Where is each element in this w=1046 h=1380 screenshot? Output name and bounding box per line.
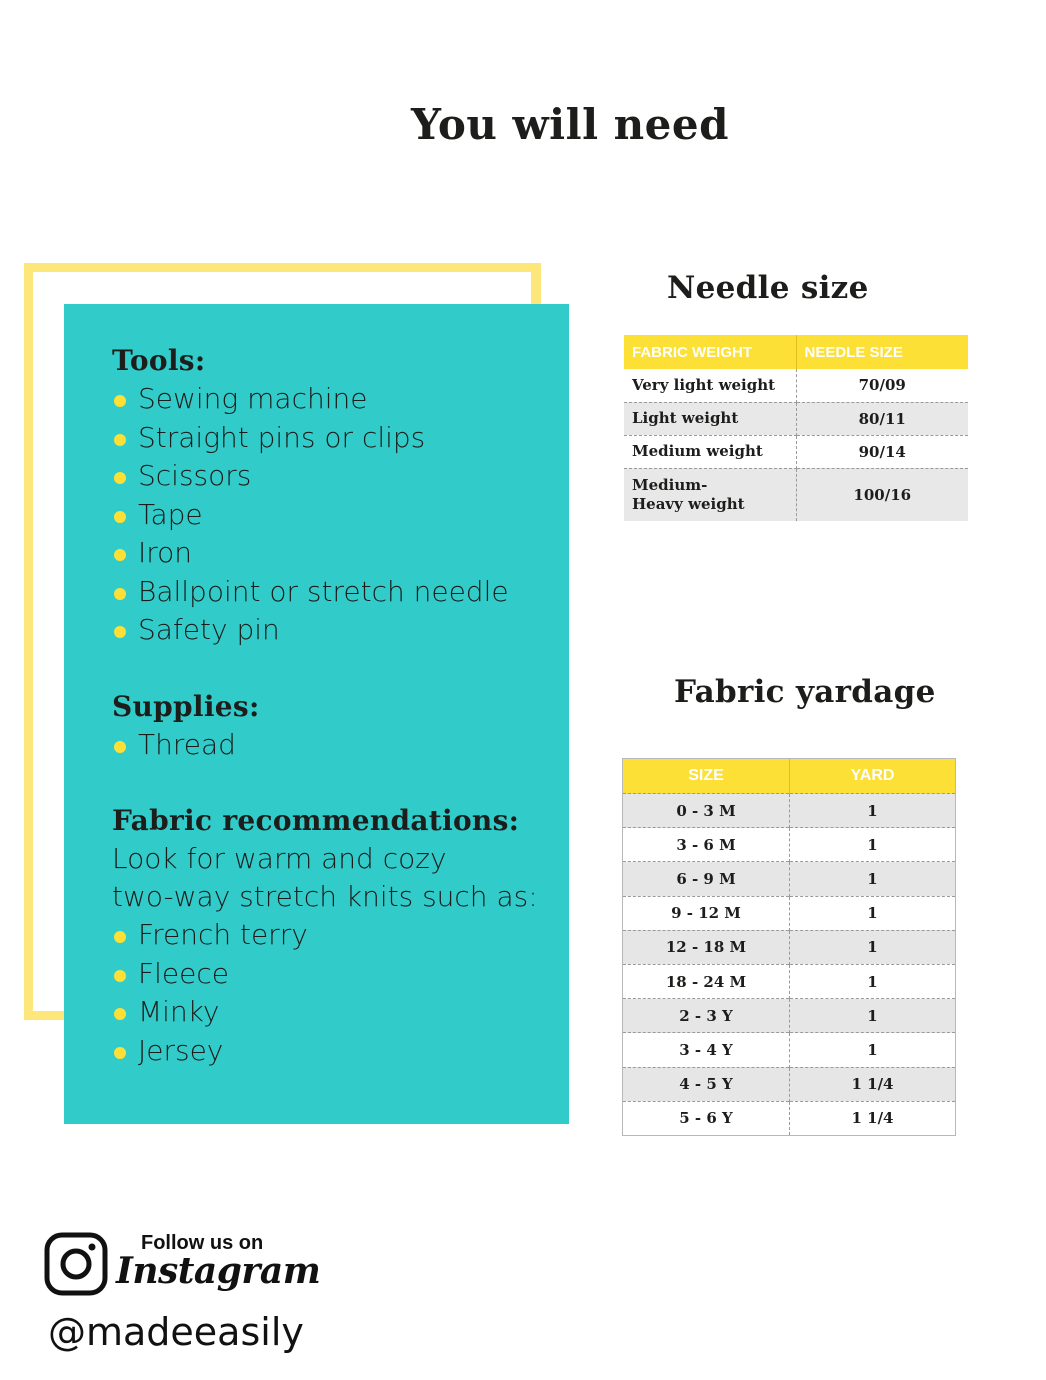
table-row <box>623 896 956 930</box>
bullet-icon <box>114 472 126 484</box>
table-cell: 12 - 18 M <box>623 930 790 964</box>
table-cell: Light weight <box>624 402 796 435</box>
table-cell: 4 - 5 Y <box>623 1067 790 1101</box>
list-item: Iron <box>112 534 569 573</box>
table-row <box>623 1067 956 1101</box>
table-row <box>624 435 968 468</box>
cell-line: Heavy weight <box>632 494 745 513</box>
fabric-heading: Fabric recommendations: <box>112 804 520 837</box>
table-header: YARD <box>790 759 956 794</box>
bullet-icon <box>114 626 126 638</box>
table-cell: 1 <box>790 862 956 896</box>
table-row <box>624 402 968 435</box>
table-cell: 1 <box>790 896 956 930</box>
list-item: Minky <box>112 993 569 1032</box>
table-cell: 70/09 <box>796 369 968 402</box>
table-cell: 3 - 6 M <box>623 828 790 862</box>
table-row <box>623 964 956 998</box>
table-cell: 1 1/4 <box>790 1101 956 1135</box>
table-row <box>623 1101 956 1135</box>
table-row <box>623 828 956 862</box>
fabric-description-line: two-way stretch knits such as: <box>112 880 538 913</box>
table-cell: Medium weight <box>624 435 796 468</box>
table-row <box>623 862 956 896</box>
instagram-wordmark[interactable]: Instagram <box>116 1250 321 1292</box>
list-item: Fleece <box>112 955 569 994</box>
bullet-icon <box>114 1008 126 1020</box>
table-row <box>623 794 956 828</box>
table-cell: 80/11 <box>796 402 968 435</box>
tools-heading: Tools: <box>112 344 206 377</box>
materials-card <box>64 304 569 1124</box>
table-cell: 1 <box>790 930 956 964</box>
table-cell: 3 - 4 Y <box>623 1033 790 1067</box>
table-cell: 5 - 6 Y <box>623 1101 790 1135</box>
table-header: FABRIC WEIGHT <box>624 335 796 369</box>
table-cell: 2 - 3 Y <box>623 999 790 1033</box>
needle-size-table <box>624 335 968 521</box>
instagram-icon[interactable] <box>44 1232 108 1296</box>
follow-us-label: Follow us on <box>141 1232 264 1254</box>
table-header-row <box>624 335 968 369</box>
table-cell: 1 <box>790 1033 956 1067</box>
list-item: Scissors <box>112 457 569 496</box>
table-cell <box>624 468 796 521</box>
table-row <box>623 1033 956 1067</box>
bullet-icon <box>114 741 126 753</box>
table-row <box>623 930 956 964</box>
list-item: Ballpoint or stretch needle <box>112 573 569 612</box>
table-row <box>624 468 968 521</box>
table-cell: 90/14 <box>796 435 968 468</box>
needle-size-title: Needle size <box>667 270 869 306</box>
bullet-icon <box>114 395 126 407</box>
bullet-icon <box>114 1047 126 1059</box>
list-item: Safety pin <box>112 611 569 650</box>
fabric-yardage-table <box>622 758 956 1136</box>
page-title: You will need <box>411 100 729 149</box>
fabric-yardage-title: Fabric yardage <box>674 674 936 710</box>
bullet-icon <box>114 931 126 943</box>
cell-line: Medium- <box>632 475 708 494</box>
list-item: Jersey <box>112 1032 569 1071</box>
supplies-heading: Supplies: <box>112 689 260 723</box>
table-cell: 9 - 12 M <box>623 896 790 930</box>
list-item: Thread <box>112 726 569 765</box>
table-cell: 1 <box>790 964 956 998</box>
table-cell: 1 <box>790 794 956 828</box>
fabric-description-line: Look for warm and cozy <box>112 842 447 875</box>
table-row <box>623 999 956 1033</box>
table-cell: 1 1/4 <box>790 1067 956 1101</box>
table-cell: 1 <box>790 999 956 1033</box>
list-item: Straight pins or clips <box>112 419 569 458</box>
bullet-icon <box>114 549 126 561</box>
bullet-icon <box>114 434 126 446</box>
table-header: SIZE <box>623 759 790 794</box>
bullet-icon <box>114 588 126 600</box>
table-cell: Very light weight <box>624 369 796 402</box>
list-item: Tape <box>112 496 569 535</box>
table-cell: 0 - 3 M <box>623 794 790 828</box>
decorative-frame-tip <box>531 263 541 305</box>
bullet-icon <box>114 511 126 523</box>
bullet-icon <box>114 970 126 982</box>
table-header: NEEDLE SIZE <box>796 335 968 369</box>
table-cell: 18 - 24 M <box>623 964 790 998</box>
table-cell: 6 - 9 M <box>623 862 790 896</box>
list-item: Sewing machine <box>112 380 569 419</box>
table-cell: 100/16 <box>796 468 968 521</box>
instagram-handle[interactable]: @madeeasily <box>48 1310 304 1354</box>
table-cell: 1 <box>790 828 956 862</box>
table-header-row <box>623 759 956 794</box>
list-item: French terry <box>112 916 569 955</box>
table-row <box>624 369 968 402</box>
